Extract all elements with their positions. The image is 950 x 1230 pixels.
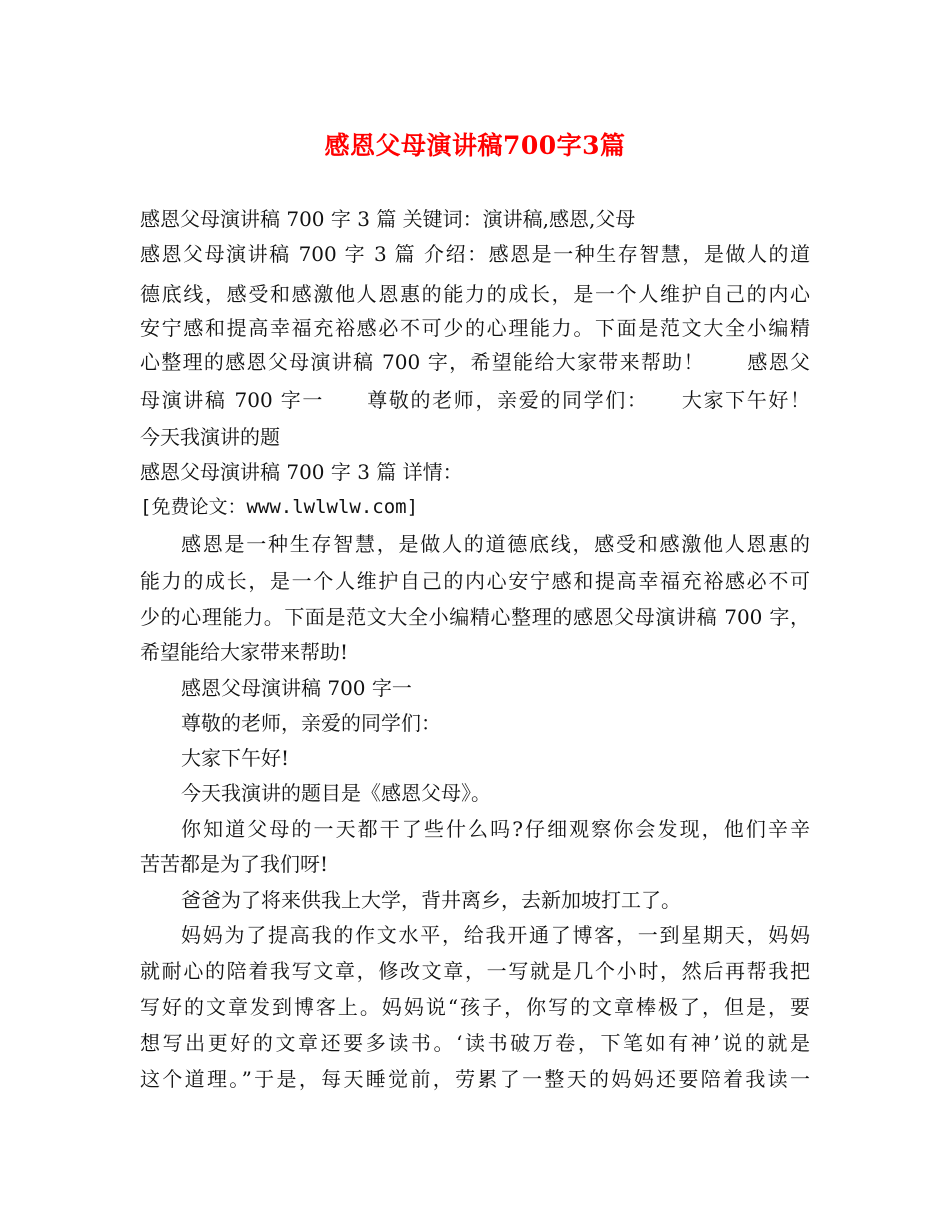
intro-line: 感恩父母演讲稿 700 字 3 篇 介绍：感恩是一种生存智慧，是做人的道 bbox=[140, 242, 810, 266]
intro-line: 德底线，感受和感激他人恩惠的能力的成长，是一个人维护自己的内心 bbox=[140, 282, 810, 306]
body-line: 感恩父母演讲稿 700 字一 bbox=[181, 676, 412, 700]
details-label: 感恩父母演讲稿 700 字 3 篇 详情： bbox=[140, 460, 463, 484]
body-line: 这个道理。”于是，每天睡觉前，劳累了一整天的妈妈还要陪着我读一 bbox=[140, 1067, 810, 1091]
body-line: 爸爸为了将来供我上大学，背井离乡，去新加坡打工了。 bbox=[181, 888, 681, 912]
body-line: 想写出更好的文章还要多读书。‘读书破万卷，下笔如有神’说的就是 bbox=[140, 1031, 810, 1055]
document-title: 感恩父母演讲稿700字3篇 bbox=[324, 131, 626, 160]
body-line: 尊敬的老师，亲爱的同学们： bbox=[181, 711, 441, 735]
intro-line: 母演讲稿 700 字一 尊敬的老师，亲爱的同学们： 大家下午好！ bbox=[140, 388, 810, 412]
body-line: 感恩是一种生存智慧，是做人的道德底线，感受和感激他人恩惠的 bbox=[181, 532, 810, 556]
body-line: 你知道父母的一天都干了些什么吗?仔细观察你会发现，他们辛辛 bbox=[181, 817, 810, 841]
intro-line: 安宁感和提高幸福充裕感必不可少的心理能力。下面是范文大全小编精 bbox=[140, 316, 810, 340]
intro-line: 今天我演讲的题 bbox=[140, 425, 280, 449]
body-line: 希望能给大家带来帮助! bbox=[140, 640, 349, 664]
body-line: 少的心理能力。下面是范文大全小编精心整理的感恩父母演讲稿 700 字， bbox=[140, 605, 810, 629]
meta-keywords-line: 感恩父母演讲稿 700 字 3 篇 关键词：演讲稿,感恩,父母 bbox=[140, 207, 636, 231]
body-line: 今天我演讲的题目是《感恩父母》。 bbox=[181, 781, 491, 805]
free-paper-link[interactable]: [免费论文：www.lwlwlw.com] bbox=[140, 496, 419, 518]
intro-line: 心整理的感恩父母演讲稿 700 字，希望能给大家带来帮助！ 感恩父 bbox=[140, 350, 810, 374]
body-line: 能力的成长，是一个人维护自己的内心安宁感和提高幸福充裕感必不可 bbox=[140, 569, 810, 593]
body-line: 就耐心的陪着我写文章，修改文章，一写就是几个小时，然后再帮我把 bbox=[140, 959, 810, 983]
body-line: 大家下午好! bbox=[181, 746, 290, 770]
body-line: 妈妈为了提高我的作文水平，给我开通了博客，一到星期天，妈妈 bbox=[181, 923, 810, 947]
body-line: 写好的文章发到博客上。妈妈说“孩子，你写的文章棒极了，但是，要 bbox=[140, 995, 810, 1019]
body-line: 苦苦都是为了我们呀! bbox=[140, 852, 329, 876]
